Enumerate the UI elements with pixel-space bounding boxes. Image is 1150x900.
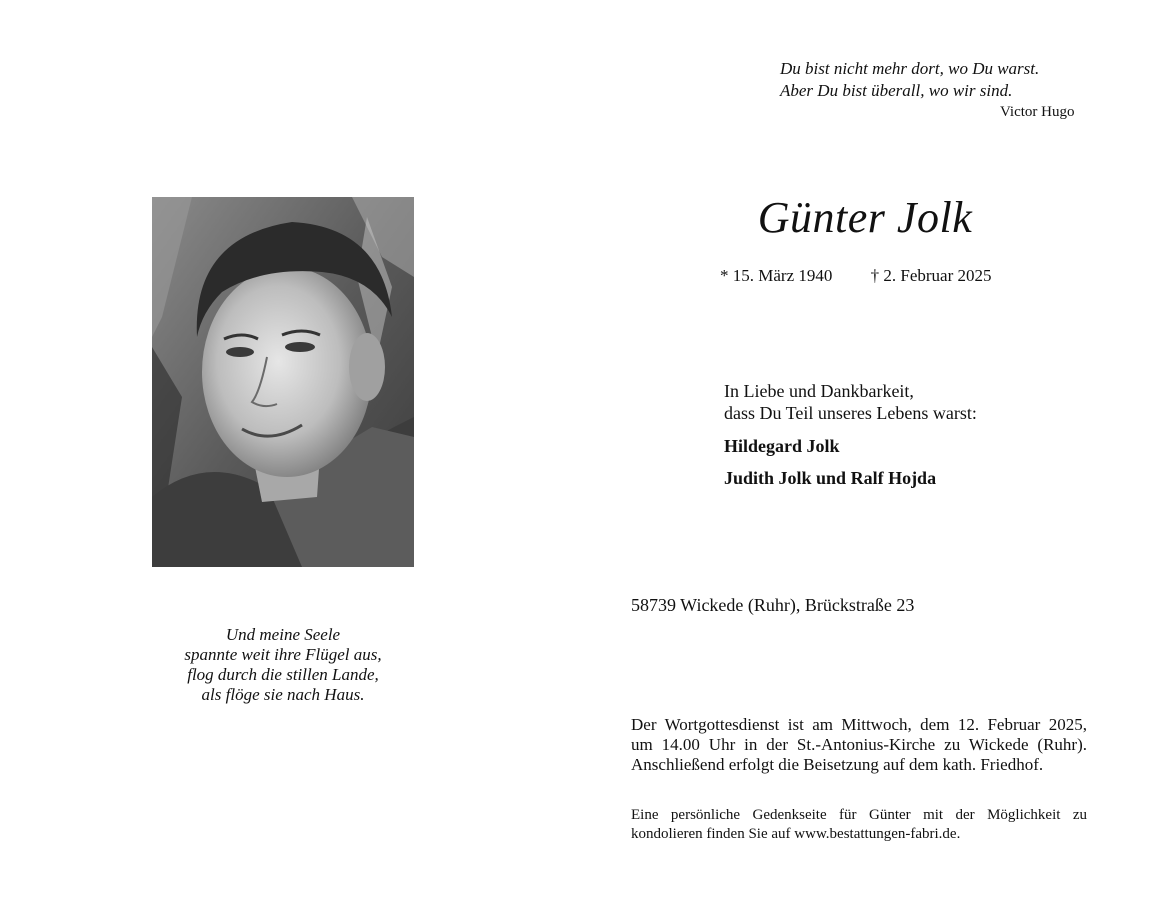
service-info [631, 715, 1087, 775]
deceased-name: Günter Jolk [757, 193, 973, 242]
death-date: † 2. Februar 2025 [870, 266, 992, 285]
poem-line: Und meine Seele [225, 625, 341, 644]
memorial-line: Eine persönliche Gedenkseite für Günter mit der Möglichkeit zu [631, 807, 1087, 823]
memorial-info [631, 806, 1087, 844]
poem [152, 625, 414, 705]
quote-top [780, 58, 1100, 102]
family-member: Judith Jolk und Ralf Hojda [724, 468, 937, 488]
memorial-line: kondolieren finden Sie auf www.bestattungen-fabri.de. [631, 826, 961, 842]
life-dates [720, 266, 1026, 286]
thanks-line: dass Du Teil unseres Lebens warst: [724, 403, 977, 423]
family-member: Hildegard Jolk [724, 436, 840, 456]
poem-line: als flöge sie nach Haus. [201, 685, 365, 704]
service-line: Anschließend erfolgt die Beisetzung auf dem kath. Friedhof. [631, 755, 1044, 774]
birth-date: * 15. März 1940 [720, 266, 833, 285]
quote-line: Du bist nicht mehr dort, wo Du warst. [780, 59, 1040, 78]
thanks-line: In Liebe und Dankbarkeit, [724, 381, 914, 401]
portrait-photo [152, 197, 414, 567]
address: 58739 Wickede (Ruhr), Brückstraße 23 [631, 595, 915, 615]
quote-author: Victor Hugo [1000, 104, 1075, 120]
service-line: Der Wortgottesdienst ist am Mittwoch, dem 12. Februar 2025, [631, 715, 1087, 734]
poem-line: flog durch die stillen Lande, [187, 665, 379, 684]
service-line: um 14.00 Uhr in der St.-Antonius-Kirche zu Wickede (Ruhr). [631, 735, 1087, 754]
portrait-image [152, 197, 414, 567]
poem-line: spannte weit ihre Flügel aus, [184, 645, 382, 664]
thanks-text [724, 380, 977, 424]
quote-line: Aber Du bist überall, wo wir sind. [780, 81, 1013, 100]
